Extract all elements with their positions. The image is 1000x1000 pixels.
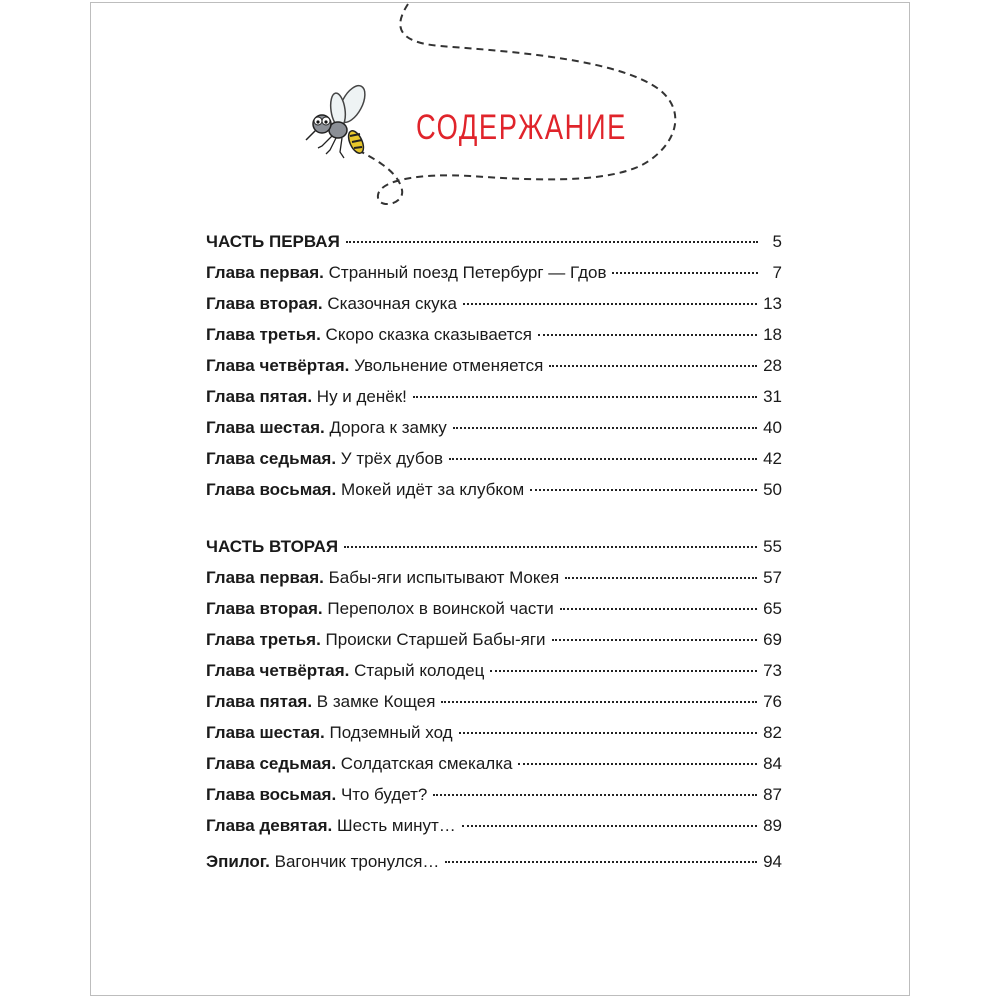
dot-leader — [445, 861, 757, 863]
page-number: 18 — [763, 325, 782, 344]
dot-leader — [565, 577, 757, 579]
toc-chapter[interactable] — [206, 449, 782, 473]
toc-chapter[interactable] — [206, 325, 782, 349]
page-number: 65 — [763, 599, 782, 618]
chapter-label: Глава девятая. — [206, 816, 333, 835]
dot-leader — [453, 427, 757, 429]
dot-leader — [612, 272, 758, 274]
toc-chapter[interactable] — [206, 263, 782, 287]
toc-epilogue[interactable] — [206, 852, 782, 876]
chapter-label: Глава пятая. — [206, 387, 313, 406]
chapter-title: Солдатская смекалка — [340, 754, 513, 773]
toc-chapter[interactable] — [206, 754, 782, 778]
dot-leader — [552, 639, 758, 641]
chapter-title: Мокей идёт за клубком — [340, 480, 525, 499]
chapter-title: Бабы-яги испытывают Мокея — [328, 568, 560, 587]
chapter-title: Дорога к замку — [329, 418, 447, 437]
chapter-title: Скоро сказка сказывается — [325, 325, 532, 344]
dot-leader — [463, 303, 757, 305]
chapter-label: Глава вторая. — [206, 294, 323, 313]
chapter-label: Глава шестая. — [206, 418, 325, 437]
chapter-label: Глава третья. — [206, 630, 321, 649]
chapter-label: Эпилог. — [206, 852, 270, 871]
dot-leader — [530, 489, 757, 491]
page-number: 42 — [763, 449, 782, 468]
dot-leader — [549, 365, 757, 367]
chapter-title: Ну и денёк! — [316, 387, 407, 406]
page-number: 5 — [772, 232, 782, 251]
chapter-label: Глава четвёртая. — [206, 356, 350, 375]
dot-leader — [462, 825, 757, 827]
page-number: 84 — [763, 754, 782, 773]
chapter-title: Что будет? — [340, 785, 428, 804]
toc-chapter[interactable] — [206, 387, 782, 411]
dot-leader — [459, 732, 758, 734]
toc-chapter[interactable] — [206, 816, 782, 840]
toc-chapter[interactable] — [206, 785, 782, 809]
toc-chapter[interactable] — [206, 630, 782, 654]
toc-chapter[interactable] — [206, 692, 782, 716]
dot-leader — [560, 608, 757, 610]
chapter-label: Глава седьмая. — [206, 449, 337, 468]
page-number: 57 — [763, 568, 782, 587]
chapter-label: Глава восьмая. — [206, 785, 337, 804]
page-number: 7 — [772, 263, 782, 282]
chapter-title: В замке Кощея — [316, 692, 436, 711]
chapter-title: Переполох в воинской части — [327, 599, 554, 618]
toc-chapter[interactable] — [206, 480, 782, 504]
dot-leader — [346, 241, 758, 243]
part-label: ЧАСТЬ ПЕРВАЯ — [206, 232, 340, 251]
dot-leader — [433, 794, 757, 796]
page-number: 13 — [763, 294, 782, 313]
toc-chapter[interactable] — [206, 599, 782, 623]
chapter-title: Вагончик тронулся… — [274, 852, 440, 871]
page-number: 89 — [763, 816, 782, 835]
page-number: 82 — [763, 723, 782, 742]
toc-part-1[interactable] — [206, 232, 782, 256]
chapter-label: Глава третья. — [206, 325, 321, 344]
chapter-label: Глава восьмая. — [206, 480, 337, 499]
part-label: ЧАСТЬ ВТОРАЯ — [206, 537, 339, 556]
dot-leader — [538, 334, 757, 336]
chapter-title: Странный поезд Петербург — Гдов — [328, 263, 607, 282]
chapter-label: Глава четвёртая. — [206, 661, 350, 680]
chapter-label: Глава первая. — [206, 568, 324, 587]
page-number: 31 — [763, 387, 782, 406]
mosquito-icon — [306, 82, 370, 158]
chapter-title: Старый колодец — [354, 661, 485, 680]
dot-leader — [449, 458, 757, 460]
chapter-label: Глава пятая. — [206, 692, 313, 711]
chapter-label: Глава вторая. — [206, 599, 323, 618]
toc-chapter[interactable] — [206, 661, 782, 685]
page-title: СОДЕРЖАНИЕ — [416, 108, 627, 147]
chapter-label: Глава первая. — [206, 263, 324, 282]
toc-chapter[interactable] — [206, 294, 782, 318]
dot-leader — [490, 670, 757, 672]
toc-chapter[interactable] — [206, 568, 782, 592]
chapter-title: Увольнение отменяется — [354, 356, 544, 375]
page-number: 40 — [763, 418, 782, 437]
toc-chapter[interactable] — [206, 356, 782, 380]
chapter-title: Происки Старшей Бабы-яги — [325, 630, 546, 649]
chapter-title: Сказочная скука — [327, 294, 457, 313]
dot-leader — [518, 763, 757, 765]
page-number: 94 — [763, 852, 782, 871]
chapter-title: Подземный ход — [329, 723, 453, 742]
toc-chapter[interactable] — [206, 723, 782, 747]
page-number: 50 — [763, 480, 782, 499]
dot-leader — [344, 546, 757, 548]
chapter-title: Шесть минут… — [337, 816, 456, 835]
page-number: 28 — [763, 356, 782, 375]
flight-path — [358, 4, 675, 204]
page-number: 76 — [763, 692, 782, 711]
page-number: 87 — [763, 785, 782, 804]
dot-leader — [441, 701, 757, 703]
dot-leader — [413, 396, 757, 398]
page-number: 55 — [763, 537, 782, 556]
toc-chapter[interactable] — [206, 418, 782, 442]
page-number: 73 — [763, 661, 782, 680]
chapter-title: У трёх дубов — [340, 449, 444, 468]
toc-part-2[interactable] — [206, 537, 782, 561]
chapter-label: Глава седьмая. — [206, 754, 337, 773]
page-number: 69 — [763, 630, 782, 649]
chapter-label: Глава шестая. — [206, 723, 325, 742]
